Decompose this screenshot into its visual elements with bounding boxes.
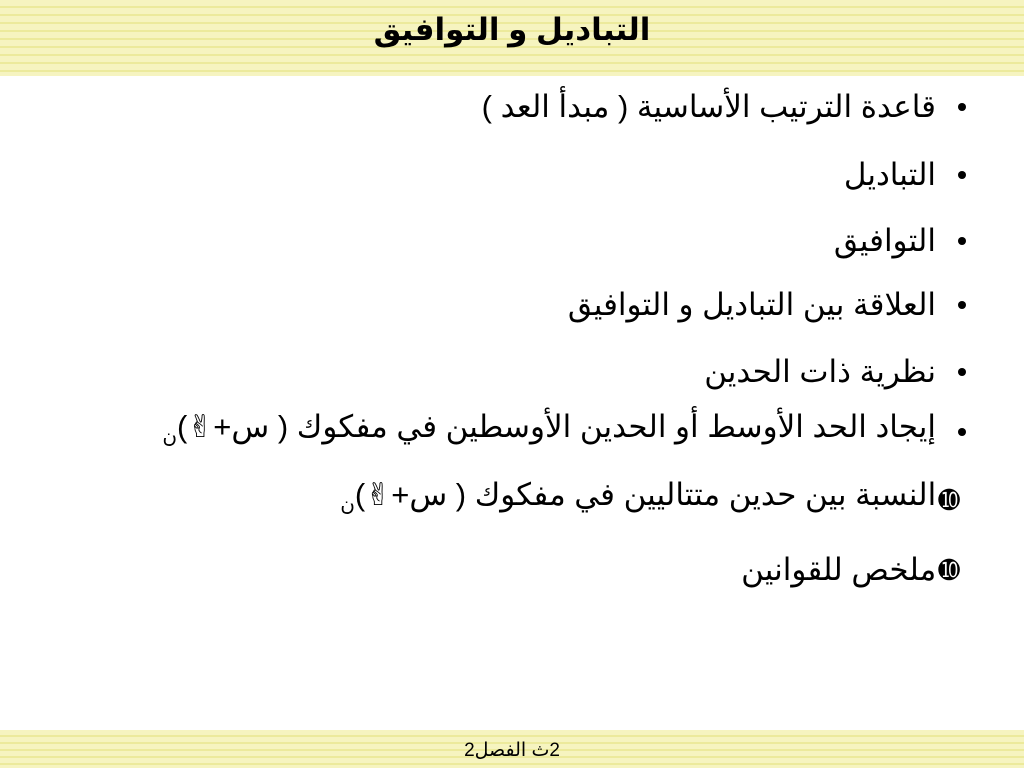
circled-ten-icon: ➓ [938, 555, 960, 585]
list-item-text: العلاقة بين التباديل و التوافيق [567, 287, 936, 322]
list-item-text: نظرية ذات الحدين [704, 354, 936, 389]
bullet-dot-icon [958, 301, 966, 309]
list-item-text-main: إيجاد الحد الأوسط أو الحدين الأوسطين في مفكوك ( س+✌) [177, 409, 936, 444]
list-item [482, 85, 966, 129]
list-item-text-main: النسبة بين حدين متتاليين في مفكوك ( س+✌) [354, 477, 937, 512]
list-item-text [340, 473, 936, 527]
circled-ten-icon: ➓ [938, 485, 960, 515]
bullet-dot-icon [958, 103, 966, 111]
bullet-dot-icon [958, 237, 966, 245]
list-item-text: ملخص للقوانين [741, 552, 937, 587]
list-item-text: التوافيق [833, 223, 936, 258]
list-item-text [162, 405, 936, 459]
list-item [704, 350, 966, 394]
subscript-n: ن [340, 494, 355, 516]
list-item [834, 219, 966, 263]
list-item-text: التباديل [843, 157, 936, 192]
slide-title: التباديل و التوافيق [373, 12, 651, 47]
list-item-text: قاعدة الترتيب الأساسية ( مبدأ العد ) [481, 89, 936, 124]
bullet-dot-icon [958, 428, 966, 436]
list-item [162, 410, 966, 454]
list-item [844, 153, 966, 197]
list-item [568, 283, 966, 327]
subscript-n: ن [162, 426, 177, 448]
list-item [741, 548, 960, 592]
list-item [340, 478, 960, 522]
bullet-dot-icon [958, 368, 966, 376]
footer-label: 2ث الفصل2 [464, 740, 560, 761]
bullet-dot-icon [958, 171, 966, 179]
